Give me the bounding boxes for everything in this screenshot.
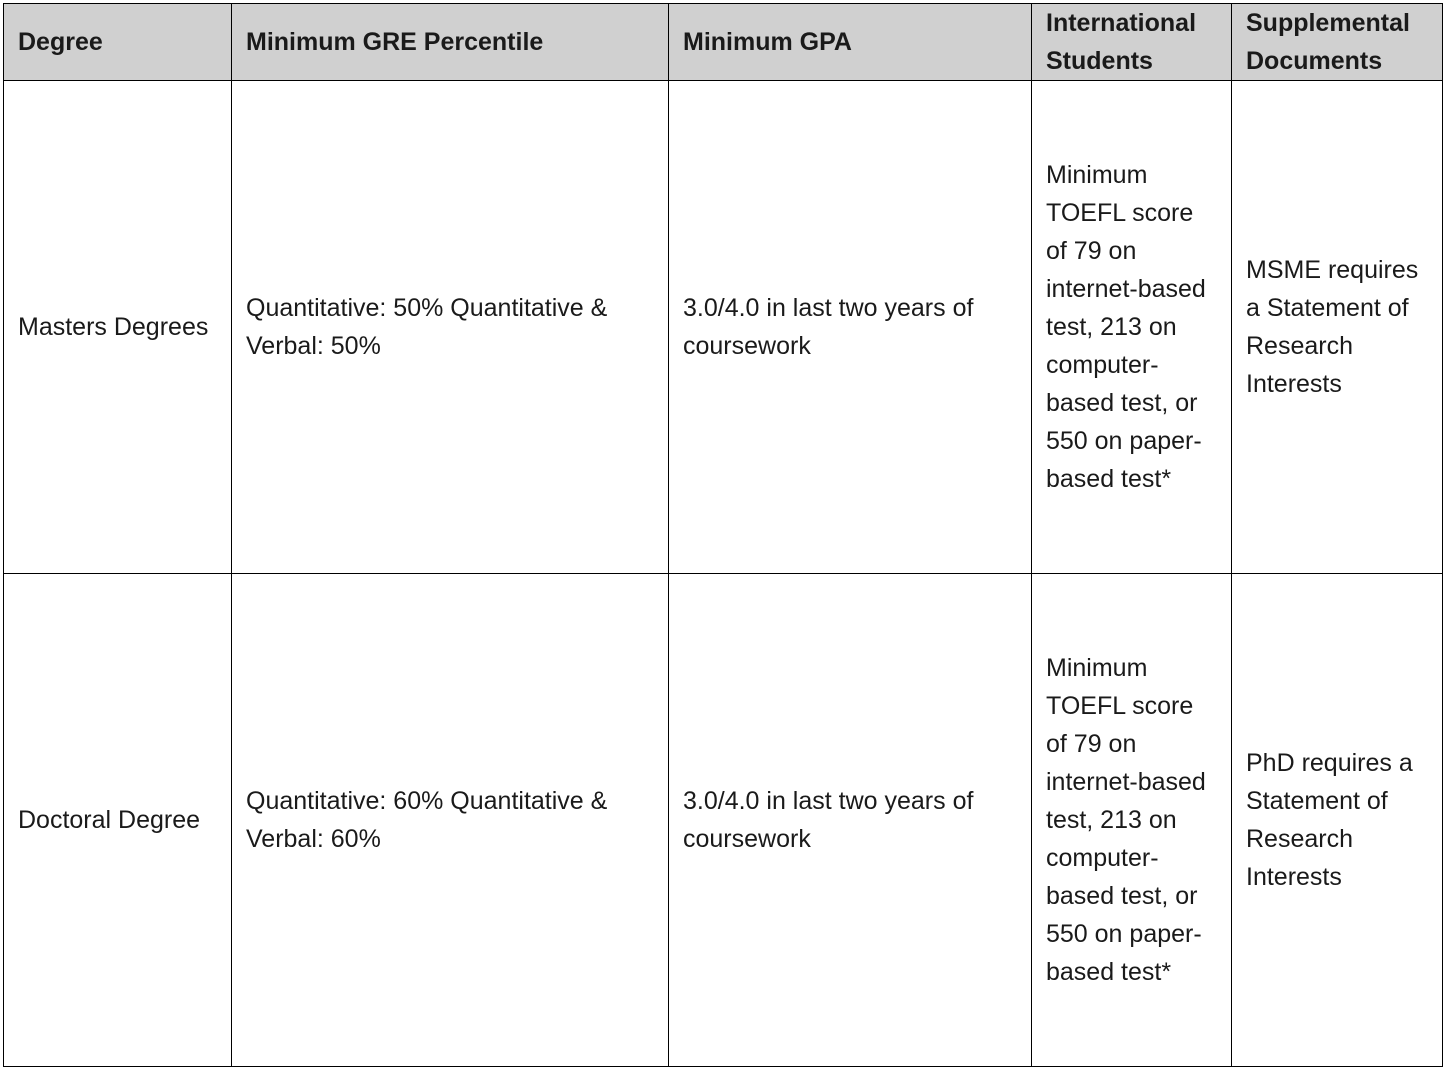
header-min-gre-percentile: Minimum GRE Percentile [232,4,669,81]
header-degree: Degree [4,4,232,81]
cell-gre: Quantitative: 60% Quantitative & Verbal: 60% [232,574,669,1067]
table-row [4,81,1443,574]
cell-degree: Doctoral Degree [4,574,232,1067]
admission-requirements-table [3,3,1443,1067]
header-row [4,4,1443,81]
cell-gre: Quantitative: 50% Quantitative & Verbal: 50% [232,81,669,574]
cell-gpa: 3.0/4.0 in last two years of coursework [669,574,1032,1067]
cell-supplemental: PhD requires a Statement of Research Interests [1232,574,1443,1067]
header-international-students: International Students [1032,4,1232,81]
cell-gpa: 3.0/4.0 in last two years of coursework [669,81,1032,574]
header-supplemental-documents: Supplemental Documents [1232,4,1443,81]
cell-international: Minimum TOEFL score of 79 on internet-based test, 213 on computer-based test, or 550 on paper-based test* [1032,81,1232,574]
cell-supplemental: MSME requires a Statement of Research Interests [1232,81,1443,574]
table-row [4,574,1443,1067]
cell-international: Minimum TOEFL score of 79 on internet-based test, 213 on computer-based test, or 550 on paper-based test* [1032,574,1232,1067]
header-min-gpa: Minimum GPA [669,4,1032,81]
cell-degree: Masters Degrees [4,81,232,574]
